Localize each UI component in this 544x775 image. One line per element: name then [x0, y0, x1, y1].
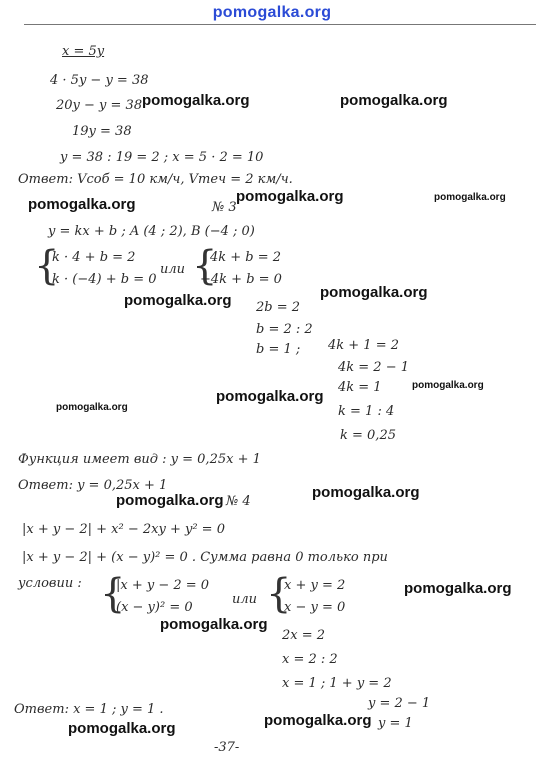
eq-line-3: 20y − y = 38	[56, 98, 143, 113]
watermark-text: pomogalka.org	[142, 92, 250, 109]
eq-line-22: |x + y − 2| + x² − 2xy + y² = 0	[22, 522, 225, 537]
or-word-1: или	[160, 262, 186, 277]
system-brace-3: {	[100, 571, 126, 617]
eq-line-5: y = 38 : 19 = 2 ; x = 5 · 2 = 10	[60, 150, 264, 165]
system-brace-1: {	[34, 243, 60, 289]
eq-line-23: |x + y − 2| + (x − y)² = 0 . Сумма равна 0 только при	[22, 550, 388, 565]
eq-line-11: 2b = 2	[256, 300, 301, 315]
watermark-text: pomogalka.org	[236, 188, 344, 205]
eq-line-13: b = 1 ;	[256, 342, 301, 357]
eq-line-29: x = 1 ; 1 + y = 2	[282, 676, 392, 691]
system-4-eq-b: x − y = 0	[284, 600, 346, 615]
watermark-text: pomogalka.org	[404, 580, 512, 597]
watermark-text: pomogalka.org	[68, 720, 176, 737]
watermark-text: pomogalka.org	[28, 196, 136, 213]
header-divider	[24, 24, 536, 25]
function-form-line: Функция имеет вид : y = 0,25x + 1	[18, 452, 261, 467]
eq-line-15: 4k = 2 − 1	[338, 360, 410, 375]
watermark-text: pomogalka.org	[312, 484, 420, 501]
system-3-eq-b: (x − y)² = 0	[116, 600, 193, 615]
system-2-eq-a: 4k + b = 2	[210, 250, 282, 265]
eq-line-14: 4k + 1 = 2	[328, 338, 400, 353]
system-brace-4: {	[266, 571, 292, 617]
system-brace-2: {	[192, 243, 218, 289]
eq-line-28: x = 2 : 2	[282, 652, 338, 667]
eq-line-27: 2x = 2	[282, 628, 326, 643]
eq-line-31: y = 1	[378, 716, 413, 731]
condition-line: условии :	[18, 576, 82, 591]
eq-line-4: 19y = 38	[72, 124, 132, 139]
task-number-4: № 4	[226, 494, 251, 509]
watermark-text: pomogalka.org	[412, 380, 484, 391]
eq-line-2: 4 · 5y − y = 38	[50, 73, 149, 88]
system-3-eq-a: |x + y − 2 = 0	[116, 578, 210, 593]
watermark-text: pomogalka.org	[116, 492, 224, 509]
site-header	[0, 2, 544, 22]
answer-line-3: Ответ: x = 1 ; y = 1 .	[14, 702, 164, 717]
eq-line-17: k = 1 : 4	[338, 404, 395, 419]
watermark-text: pomogalka.org	[160, 616, 268, 633]
eq-line-16: 4k = 1	[338, 380, 382, 395]
watermark-text: pomogalka.org	[216, 388, 324, 405]
eq-line-1: x = 5y	[62, 44, 105, 59]
task-number-3: № 3	[212, 200, 237, 215]
page-number: -37-	[214, 740, 240, 755]
watermark-text: pomogalka.org	[56, 402, 128, 413]
eq-line-18: k = 0,25	[340, 428, 396, 443]
answer-line-2: Ответ: y = 0,25x + 1	[18, 478, 168, 493]
system-1-eq-a: k · 4 + b = 2	[52, 250, 136, 265]
answer-line-1: Ответ: Vсоб = 10 км/ч, Vтеч = 2 км/ч.	[18, 172, 293, 187]
watermark-text: pomogalka.org	[124, 292, 232, 309]
watermark-text: pomogalka.org	[340, 92, 448, 109]
eq-line-8: y = kx + b ; A (4 ; 2), B (−4 ; 0)	[48, 224, 255, 239]
system-1-eq-b: k · (−4) + b = 0	[52, 272, 157, 287]
system-2-eq-b: −4k + b = 0	[200, 272, 282, 287]
watermark-text: pomogalka.org	[434, 192, 506, 203]
eq-line-12: b = 2 : 2	[256, 322, 313, 337]
watermark-text: pomogalka.org	[320, 284, 428, 301]
system-4-eq-a: x + y = 2	[284, 578, 346, 593]
eq-line-30: y = 2 − 1	[368, 696, 431, 711]
watermark-text: pomogalka.org	[264, 712, 372, 729]
or-word-2: или	[232, 592, 258, 607]
site-logo-text: pomogalka.org	[212, 4, 332, 21]
